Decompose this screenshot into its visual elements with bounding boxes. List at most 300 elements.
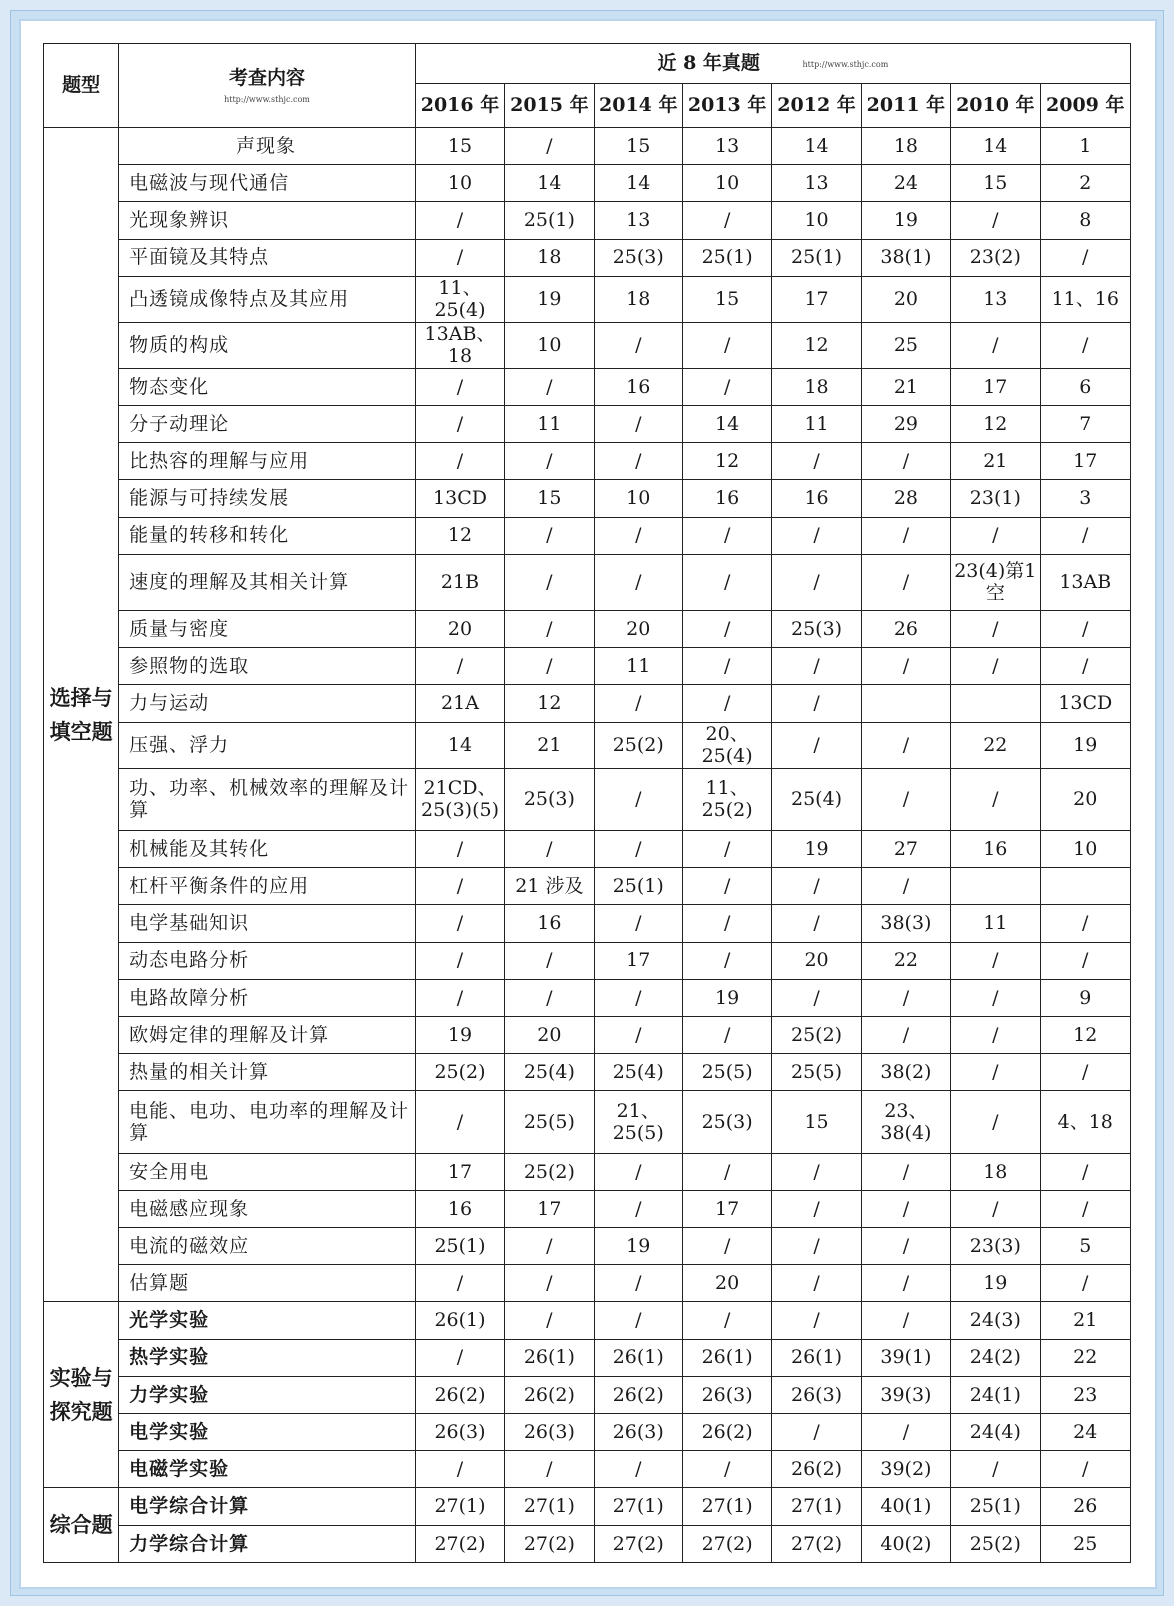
topic-cell: 电磁学实验 xyxy=(119,1451,416,1488)
question-cell: 38(1) xyxy=(861,239,950,276)
question-cell: 11 xyxy=(772,406,861,443)
topic-cell: 电学基础知识 xyxy=(119,905,416,942)
topic-cell: 能源与可持续发展 xyxy=(119,480,416,517)
question-cell: / xyxy=(861,979,950,1016)
question-cell: 25(1) xyxy=(951,1488,1040,1525)
question-cell: 25 xyxy=(861,322,950,368)
question-cell: / xyxy=(415,1451,504,1488)
topic-cell: 光现象辨识 xyxy=(119,202,416,239)
table-row xyxy=(44,1525,1131,1562)
question-cell: 26(2) xyxy=(415,1376,504,1413)
question-cell: / xyxy=(861,1228,950,1265)
header-row-top xyxy=(44,44,1131,84)
topic-cell: 能量的转移和转化 xyxy=(119,517,416,554)
question-cell: / xyxy=(505,942,594,979)
question-cell: / xyxy=(772,722,861,768)
question-cell: / xyxy=(1040,1190,1130,1227)
question-cell: 9 xyxy=(1040,979,1130,1016)
question-cell: / xyxy=(594,1153,682,1190)
question-cell: / xyxy=(951,322,1040,368)
question-cell: / xyxy=(1040,905,1130,942)
question-cell: 16 xyxy=(772,480,861,517)
question-cell: / xyxy=(772,1153,861,1190)
question-cell: / xyxy=(682,1451,771,1488)
category-cell: 选择与填空题 xyxy=(44,128,119,1302)
table-row xyxy=(44,1016,1131,1053)
question-cell: / xyxy=(861,768,950,830)
question-cell: 14 xyxy=(951,128,1040,165)
question-cell: 13 xyxy=(772,165,861,202)
watermark-url: http://www.sthjc.com xyxy=(224,94,310,104)
question-cell: 20 xyxy=(1040,768,1130,830)
question-cell: 25(1) xyxy=(415,1228,504,1265)
topic-cell: 电磁感应现象 xyxy=(119,1190,416,1227)
question-cell: 11 xyxy=(505,406,594,443)
question-cell: 4、18 xyxy=(1040,1091,1130,1153)
question-cell: 24(4) xyxy=(951,1413,1040,1450)
question-cell: 14 xyxy=(682,406,771,443)
question-cell: 17 xyxy=(682,1190,771,1227)
question-cell: 19 xyxy=(594,1228,682,1265)
question-cell: 10 xyxy=(505,322,594,368)
question-cell: 19 xyxy=(415,1016,504,1053)
topic-cell: 分子动理论 xyxy=(119,406,416,443)
question-cell: 24(2) xyxy=(951,1339,1040,1376)
question-cell: / xyxy=(505,517,594,554)
question-cell: 25(1) xyxy=(505,202,594,239)
question-cell: 15 xyxy=(772,1091,861,1153)
question-cell: 13CD xyxy=(415,480,504,517)
question-cell: / xyxy=(594,1265,682,1302)
table-row xyxy=(44,239,1131,276)
question-cell: 14 xyxy=(772,128,861,165)
question-cell: / xyxy=(1040,942,1130,979)
question-cell: 25(3) xyxy=(594,239,682,276)
topic-cell: 比热容的理解与应用 xyxy=(119,443,416,480)
question-cell: 1 xyxy=(1040,128,1130,165)
topic-cell: 质量与密度 xyxy=(119,611,416,648)
question-cell: / xyxy=(415,905,504,942)
topic-cell: 力与运动 xyxy=(119,685,416,722)
question-cell: 15 xyxy=(594,128,682,165)
question-cell: 11、25(2) xyxy=(682,768,771,830)
question-cell: 21A xyxy=(415,685,504,722)
question-cell: / xyxy=(861,868,950,905)
topic-cell: 机械能及其转化 xyxy=(119,831,416,868)
question-cell: 23 xyxy=(1040,1376,1130,1413)
question-cell: / xyxy=(1040,1265,1130,1302)
years-group-title: 近 8 年真题 xyxy=(657,52,760,75)
question-cell: 13CD xyxy=(1040,685,1130,722)
topic-cell: 力学综合计算 xyxy=(119,1525,416,1562)
question-cell: 17 xyxy=(505,1190,594,1227)
question-cell xyxy=(951,868,1040,905)
question-cell: / xyxy=(682,611,771,648)
question-cell: 13 xyxy=(682,128,771,165)
question-cell: 25(5) xyxy=(505,1091,594,1153)
question-cell: 19 xyxy=(861,202,950,239)
question-cell: 26(1) xyxy=(505,1339,594,1376)
question-cell: 27(2) xyxy=(772,1525,861,1562)
question-cell: 21 xyxy=(861,368,950,405)
table-row xyxy=(44,905,1131,942)
question-cell: / xyxy=(415,868,504,905)
content-column-header xyxy=(119,44,416,128)
question-cell: 13 xyxy=(951,276,1040,322)
question-cell: 15 xyxy=(505,480,594,517)
topic-cell: 热学实验 xyxy=(119,1339,416,1376)
question-cell: 25(3) xyxy=(682,1091,771,1153)
topic-cell: 电学综合计算 xyxy=(119,1488,416,1525)
question-cell: 15 xyxy=(415,128,504,165)
topic-cell: 声现象 xyxy=(119,128,416,165)
question-cell: 5 xyxy=(1040,1228,1130,1265)
question-cell: / xyxy=(682,322,771,368)
question-cell: 18 xyxy=(505,239,594,276)
table-row xyxy=(44,722,1131,768)
question-cell: 25(5) xyxy=(682,1054,771,1091)
topic-cell: 安全用电 xyxy=(119,1153,416,1190)
question-cell: / xyxy=(1040,1153,1130,1190)
question-cell: 10 xyxy=(594,480,682,517)
table-row xyxy=(44,1376,1131,1413)
question-cell: 13AB xyxy=(1040,554,1130,610)
question-cell: 27(1) xyxy=(772,1488,861,1525)
question-cell: 21 涉及 xyxy=(505,868,594,905)
question-cell: 20 xyxy=(772,942,861,979)
question-cell: / xyxy=(682,685,771,722)
topic-cell: 平面镜及其特点 xyxy=(119,239,416,276)
question-cell: / xyxy=(1040,322,1130,368)
category-cell: 综合题 xyxy=(44,1488,119,1563)
question-cell: 25(3) xyxy=(772,611,861,648)
table-row xyxy=(44,1302,1131,1339)
question-cell: 18 xyxy=(861,128,950,165)
table-row xyxy=(44,648,1131,685)
question-cell: 25(1) xyxy=(772,239,861,276)
question-cell: / xyxy=(415,1265,504,1302)
question-cell: / xyxy=(415,979,504,1016)
question-cell: 12 xyxy=(772,322,861,368)
question-cell: / xyxy=(772,868,861,905)
topic-cell: 光学实验 xyxy=(119,1302,416,1339)
question-cell: 25(1) xyxy=(682,239,771,276)
question-cell: 25(2) xyxy=(951,1525,1040,1562)
question-cell: 12 xyxy=(951,406,1040,443)
type-column-header: 题型 xyxy=(44,44,119,128)
question-cell: 10 xyxy=(772,202,861,239)
question-cell: 23(1) xyxy=(951,480,1040,517)
question-cell: 27 xyxy=(861,831,950,868)
question-cell: / xyxy=(505,1302,594,1339)
question-cell: 26(3) xyxy=(594,1413,682,1450)
year-header: 2010 年 xyxy=(951,84,1040,128)
question-cell: / xyxy=(415,831,504,868)
topic-cell: 物质的构成 xyxy=(119,322,416,368)
question-cell: / xyxy=(594,979,682,1016)
question-cell: / xyxy=(951,611,1040,648)
question-cell: / xyxy=(594,406,682,443)
question-cell: 20、25(4) xyxy=(682,722,771,768)
question-cell: / xyxy=(861,517,950,554)
question-cell: / xyxy=(861,1265,950,1302)
question-cell: / xyxy=(505,1228,594,1265)
question-cell: 27(2) xyxy=(682,1525,771,1562)
topic-cell: 电路故障分析 xyxy=(119,979,416,1016)
question-cell: / xyxy=(772,517,861,554)
question-cell xyxy=(861,685,950,722)
topic-cell: 参照物的选取 xyxy=(119,648,416,685)
question-cell: 38(2) xyxy=(861,1054,950,1091)
question-cell: / xyxy=(594,768,682,830)
question-cell: 16 xyxy=(594,368,682,405)
question-cell: 12 xyxy=(415,517,504,554)
question-cell: / xyxy=(415,239,504,276)
question-cell: 29 xyxy=(861,406,950,443)
question-cell: 18 xyxy=(772,368,861,405)
question-cell: / xyxy=(682,554,771,610)
question-cell: 16 xyxy=(415,1190,504,1227)
table-row xyxy=(44,868,1131,905)
topic-cell: 热量的相关计算 xyxy=(119,1054,416,1091)
question-cell: 18 xyxy=(594,276,682,322)
question-cell: 26(3) xyxy=(505,1413,594,1450)
question-cell: 26(2) xyxy=(505,1376,594,1413)
question-cell: 11、25(4) xyxy=(415,276,504,322)
table-row xyxy=(44,1265,1131,1302)
content-column-title: 考查内容 xyxy=(228,66,305,89)
question-cell: 14 xyxy=(594,165,682,202)
question-cell: 14 xyxy=(505,165,594,202)
question-cell: / xyxy=(415,648,504,685)
question-cell: 21 xyxy=(1040,1302,1130,1339)
question-cell: 20 xyxy=(415,611,504,648)
question-cell: 26(3) xyxy=(772,1376,861,1413)
question-cell: / xyxy=(594,685,682,722)
question-cell: 16 xyxy=(951,831,1040,868)
question-cell: 21B xyxy=(415,554,504,610)
topic-cell: 速度的理解及其相关计算 xyxy=(119,554,416,610)
question-cell: / xyxy=(505,1265,594,1302)
table-row xyxy=(44,202,1131,239)
table-row xyxy=(44,1054,1131,1091)
table-row xyxy=(44,368,1131,405)
question-cell: 26(3) xyxy=(415,1413,504,1450)
question-cell: 25(2) xyxy=(415,1054,504,1091)
question-cell: / xyxy=(1040,648,1130,685)
question-cell: 26(2) xyxy=(772,1451,861,1488)
question-cell: / xyxy=(1040,517,1130,554)
question-cell: 17 xyxy=(415,1153,504,1190)
table-row xyxy=(44,685,1131,722)
question-cell: 24 xyxy=(861,165,950,202)
question-cell: 10 xyxy=(415,165,504,202)
question-cell: 40(2) xyxy=(861,1525,950,1562)
table-row xyxy=(44,276,1131,322)
question-cell: 27(2) xyxy=(594,1525,682,1562)
question-cell: 7 xyxy=(1040,406,1130,443)
question-cell: / xyxy=(505,128,594,165)
table-row xyxy=(44,1339,1131,1376)
question-cell: 38(3) xyxy=(861,905,950,942)
table-row xyxy=(44,979,1131,1016)
question-cell: 16 xyxy=(505,905,594,942)
question-cell: 23、38(4) xyxy=(861,1091,950,1153)
question-cell: / xyxy=(861,443,950,480)
question-cell: 25(2) xyxy=(594,722,682,768)
question-cell: 25(3) xyxy=(505,768,594,830)
question-cell: / xyxy=(861,648,950,685)
topic-cell: 电学实验 xyxy=(119,1413,416,1450)
question-cell: / xyxy=(1040,1054,1130,1091)
question-cell: / xyxy=(1040,611,1130,648)
table-row xyxy=(44,1091,1131,1153)
year-header: 2012 年 xyxy=(772,84,861,128)
question-cell: 3 xyxy=(1040,480,1130,517)
question-cell: / xyxy=(594,443,682,480)
question-cell: / xyxy=(682,1016,771,1053)
question-cell: / xyxy=(951,202,1040,239)
category-cell: 实验与探究题 xyxy=(44,1302,119,1488)
topic-cell: 估算题 xyxy=(119,1265,416,1302)
question-cell: 11 xyxy=(951,905,1040,942)
question-cell: / xyxy=(594,517,682,554)
table-row xyxy=(44,942,1131,979)
question-cell: / xyxy=(682,517,771,554)
question-cell: 12 xyxy=(1040,1016,1130,1053)
question-cell: 12 xyxy=(505,685,594,722)
question-cell: 16 xyxy=(682,480,771,517)
question-cell: / xyxy=(594,1302,682,1339)
question-cell: / xyxy=(951,1016,1040,1053)
topic-cell: 凸透镜成像特点及其应用 xyxy=(119,276,416,322)
question-cell: 26 xyxy=(861,611,950,648)
question-cell: / xyxy=(1040,239,1130,276)
question-cell: / xyxy=(772,979,861,1016)
question-cell: 26(1) xyxy=(682,1339,771,1376)
question-cell: 19 xyxy=(682,979,771,1016)
question-cell: 13AB、18 xyxy=(415,322,504,368)
question-cell: 25(2) xyxy=(772,1016,861,1053)
question-cell: 15 xyxy=(951,165,1040,202)
question-cell: / xyxy=(415,1339,504,1376)
question-cell: 23(3) xyxy=(951,1228,1040,1265)
question-cell: 39(2) xyxy=(861,1451,950,1488)
question-cell: 21 xyxy=(951,443,1040,480)
topic-cell: 电能、电功、电功率的理解及计算 xyxy=(119,1091,416,1153)
question-cell: 20 xyxy=(594,611,682,648)
year-header: 2013 年 xyxy=(682,84,771,128)
question-cell: 10 xyxy=(1040,831,1130,868)
question-cell: 23(2) xyxy=(951,239,1040,276)
question-cell: 25(4) xyxy=(594,1054,682,1091)
question-cell xyxy=(1040,868,1130,905)
question-cell: 18 xyxy=(951,1153,1040,1190)
table-row xyxy=(44,165,1131,202)
question-cell: 26(2) xyxy=(682,1413,771,1450)
question-cell: 24(1) xyxy=(951,1376,1040,1413)
question-cell: / xyxy=(1040,1451,1130,1488)
question-cell: 26(1) xyxy=(415,1302,504,1339)
question-cell: 15 xyxy=(682,276,771,322)
question-cell: / xyxy=(682,868,771,905)
question-cell: 21、25(5) xyxy=(594,1091,682,1153)
exam-analysis-table xyxy=(43,43,1131,1563)
question-cell: 19 xyxy=(772,831,861,868)
question-cell: 21 xyxy=(505,722,594,768)
question-cell: / xyxy=(951,942,1040,979)
question-cell: / xyxy=(951,1054,1040,1091)
question-cell: 27(2) xyxy=(505,1525,594,1562)
question-cell: / xyxy=(682,202,771,239)
question-cell: / xyxy=(772,1413,861,1450)
topic-cell: 动态电路分析 xyxy=(119,942,416,979)
question-cell: / xyxy=(682,648,771,685)
question-cell: / xyxy=(505,831,594,868)
topic-cell: 电流的磁效应 xyxy=(119,1228,416,1265)
question-cell: / xyxy=(772,1302,861,1339)
question-cell: / xyxy=(951,648,1040,685)
question-cell: / xyxy=(415,406,504,443)
question-cell: 22 xyxy=(1040,1339,1130,1376)
table-row xyxy=(44,1451,1131,1488)
question-cell: 14 xyxy=(415,722,504,768)
question-cell: / xyxy=(951,517,1040,554)
question-cell: / xyxy=(772,554,861,610)
question-cell: / xyxy=(594,554,682,610)
question-cell: 2 xyxy=(1040,165,1130,202)
question-cell: / xyxy=(861,1413,950,1450)
question-cell: 21CD、25(3)(5) xyxy=(415,768,504,830)
question-cell: / xyxy=(772,443,861,480)
question-cell: 19 xyxy=(505,276,594,322)
question-cell: 20 xyxy=(505,1016,594,1053)
question-cell: 8 xyxy=(1040,202,1130,239)
question-cell: / xyxy=(951,1190,1040,1227)
question-cell: 26(1) xyxy=(594,1339,682,1376)
table-row xyxy=(44,322,1131,368)
table-row xyxy=(44,831,1131,868)
topic-cell: 功、功率、机械效率的理解及计算 xyxy=(119,768,416,830)
question-cell: 27(1) xyxy=(682,1488,771,1525)
question-cell xyxy=(951,685,1040,722)
question-cell: 13 xyxy=(594,202,682,239)
question-cell: / xyxy=(415,443,504,480)
question-cell: / xyxy=(505,554,594,610)
question-cell: 40(1) xyxy=(861,1488,950,1525)
question-cell: 22 xyxy=(951,722,1040,768)
question-cell: 20 xyxy=(682,1265,771,1302)
years-group-header xyxy=(415,44,1130,84)
question-cell: / xyxy=(505,1451,594,1488)
topic-cell: 物态变化 xyxy=(119,368,416,405)
question-cell: / xyxy=(505,648,594,685)
question-cell: / xyxy=(415,368,504,405)
question-cell: 26(3) xyxy=(682,1376,771,1413)
question-cell: / xyxy=(772,905,861,942)
table-row xyxy=(44,611,1131,648)
question-cell: 19 xyxy=(951,1265,1040,1302)
question-cell: 11、16 xyxy=(1040,276,1130,322)
table-row xyxy=(44,443,1131,480)
question-cell: 25 xyxy=(1040,1525,1130,1562)
question-cell: 26 xyxy=(1040,1488,1130,1525)
question-cell: / xyxy=(594,322,682,368)
question-cell: / xyxy=(682,831,771,868)
question-cell: / xyxy=(594,1190,682,1227)
watermark-url: http://www.sthjc.com xyxy=(802,59,889,69)
table-row xyxy=(44,554,1131,610)
